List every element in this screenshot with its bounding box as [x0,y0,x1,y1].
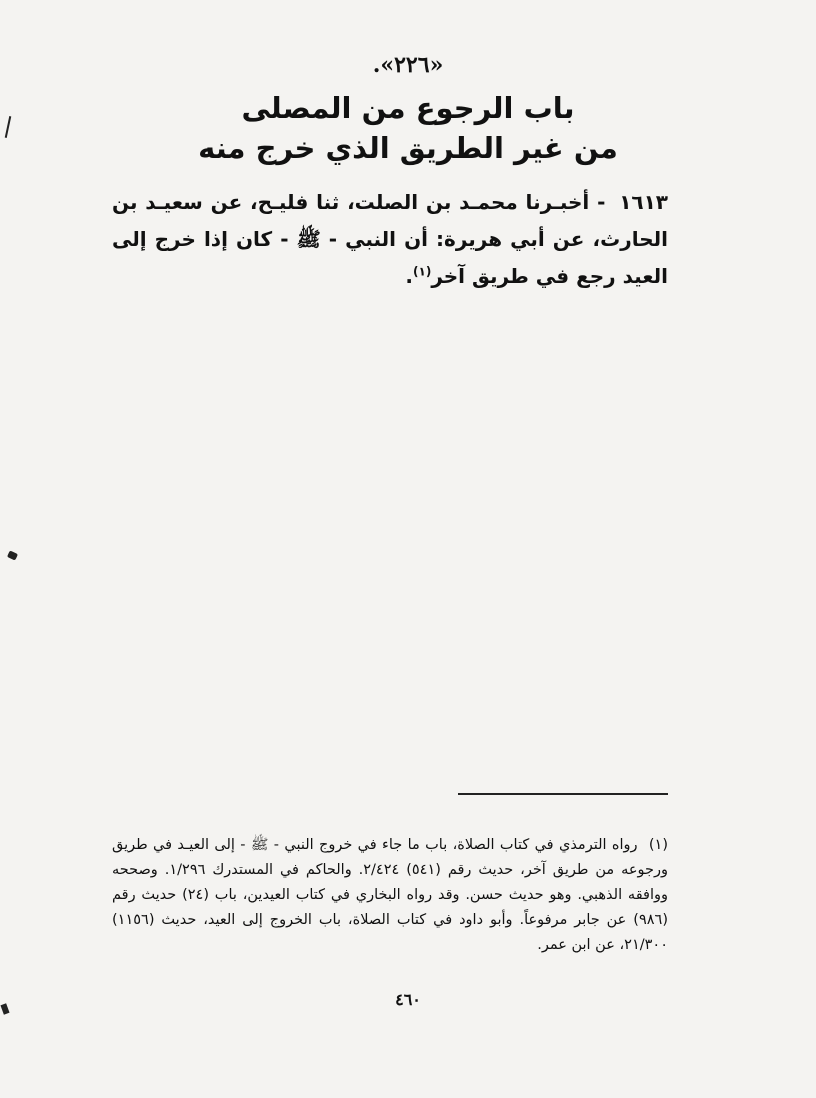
footnote-text: رواه الترمذي في كتاب الصلاة، باب ما جاء في خروج النبي - ﷺ - إلى العيـد في طريق ورجوعه من طريق آخر، حديث رقم (٥٤١) ٢/٤٢٤. والحاكم في المستدرك ١/٢٩٦. وصححه ووافقه الذهبي. وهو حديث حسن. وقد رواه البخاري في كتاب العيدين، باب (٢٤) حديث رقم (٩٨٦) عن جابر مرفوعاً. وأبو داود في كتاب الصلاة، باب الخروج إلى العيد، حديث (١١٥٦) ٢١/٣٠٠، عن ابن عمر. [112,837,668,953]
hadith-paragraph [112,184,668,295]
scan-mark [7,550,18,560]
page-number: ٤٦٠ [395,990,421,1009]
footnote-number: (١) [648,837,668,853]
footnote-reference: (١) [413,264,432,279]
chapter-title-line-2: من غير الطريق الذي خرج منه [198,131,618,165]
hadith-end: . [405,264,414,288]
footnote [112,833,668,958]
hadith-number: ١٦١٣ [619,190,669,214]
hadith-text: - أخبـرنا محمـد بن الصلت، ثنا فليـح، عن سعيـد بن الحارث، عن أبي هريرة: أن النبي - ﷺ - كان إذا خرج إلى العيد رجع في طريق آخر [112,190,668,288]
chapter-number: «٢٢٦». [372,52,444,78]
footnote-separator [458,793,668,795]
chapter-title-line-1: باب الرجوع من المصلى [241,91,575,125]
